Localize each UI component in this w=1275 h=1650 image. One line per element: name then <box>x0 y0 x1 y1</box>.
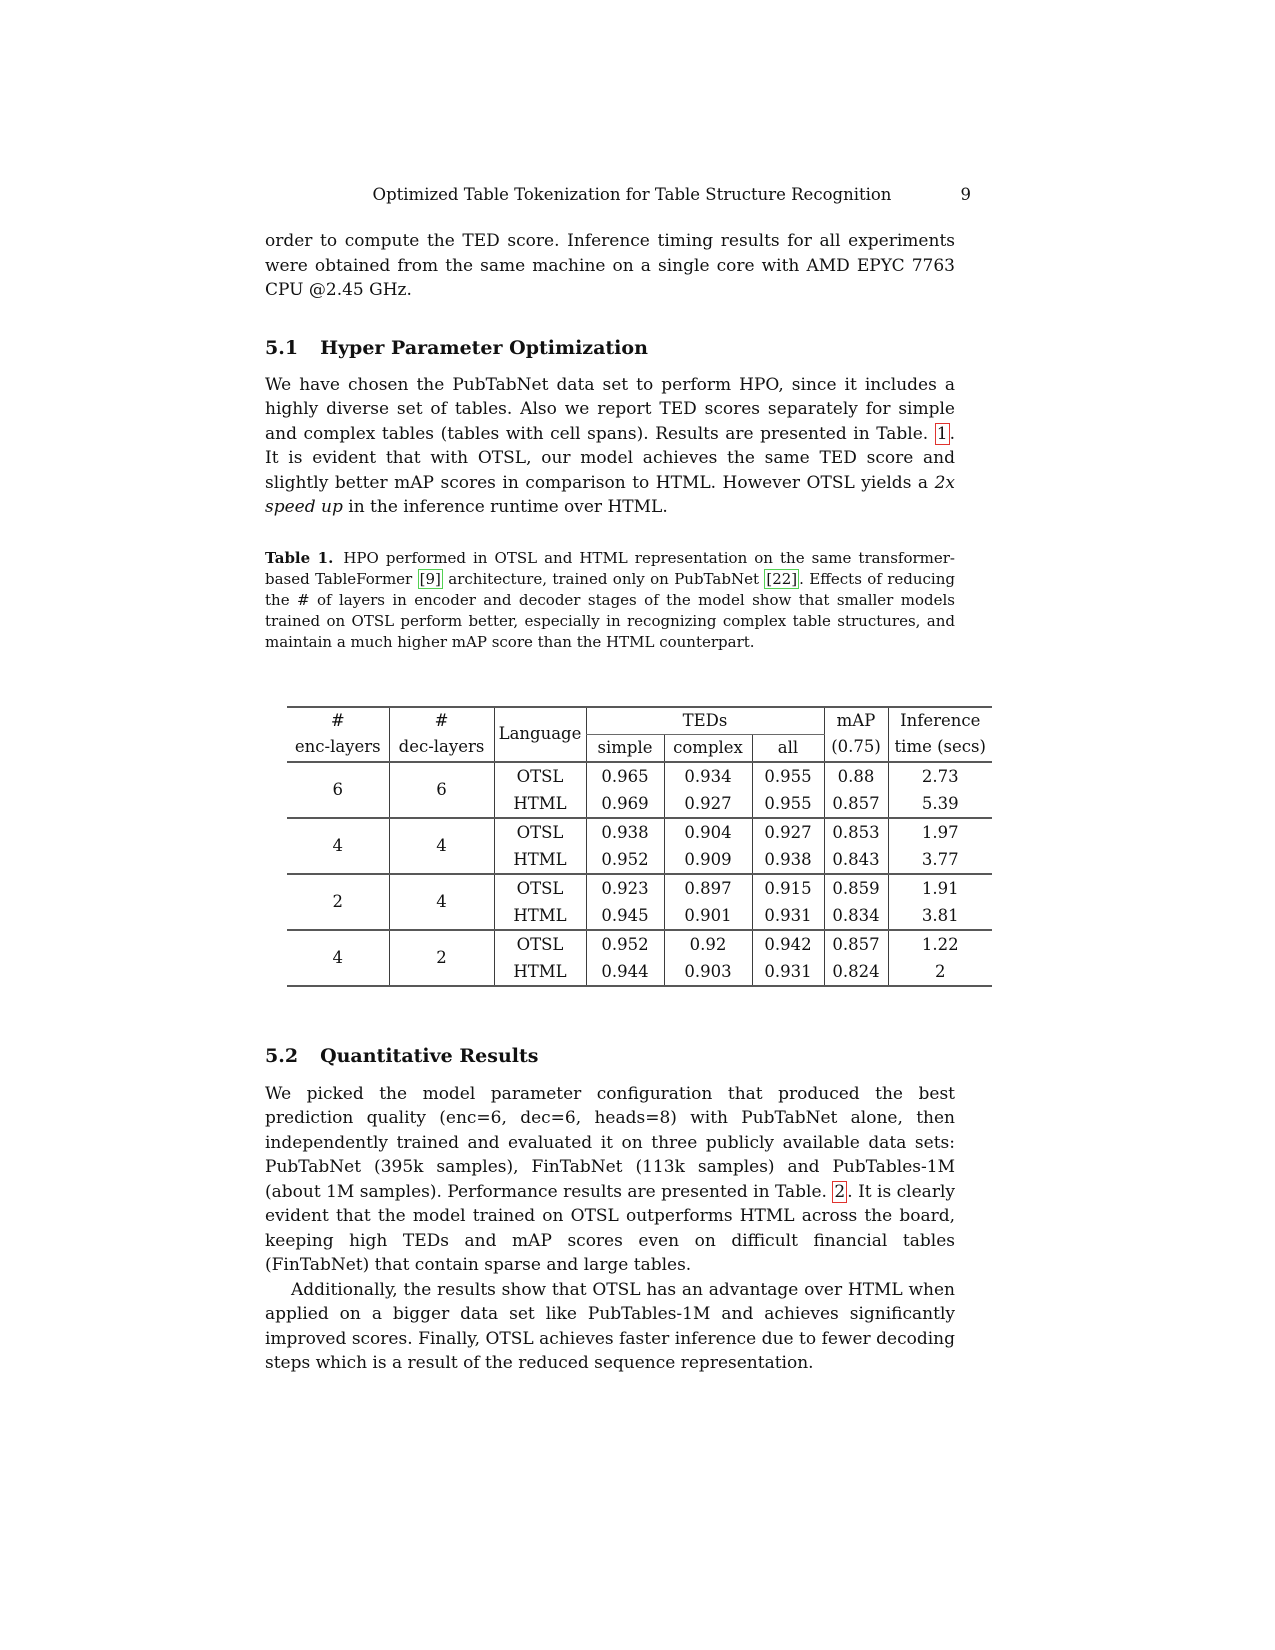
cell-all: 0.955 <box>752 762 824 790</box>
header-language: Language <box>494 707 586 762</box>
cell-language: HTML <box>494 958 586 986</box>
cell-time: 3.81 <box>888 902 992 930</box>
hash-symbol: # <box>434 711 449 730</box>
cell-all: 0.938 <box>752 846 824 874</box>
results-table-header <box>287 707 992 762</box>
cell-complex: 0.897 <box>664 874 752 902</box>
table-2-reference-link[interactable]: 2 <box>834 1181 846 1202</box>
cell-enc: 6 <box>287 762 389 818</box>
citation-9-link[interactable]: [9] <box>419 569 441 588</box>
cell-complex: 0.92 <box>664 930 752 958</box>
section-5-2-heading <box>265 1045 955 1069</box>
cell-time: 1.22 <box>888 930 992 958</box>
caption-segment: . Effects of reducing the # of layers in encoder and decoder stages of the model show that smaller models trained on OTSL perform better, especially in recognizing complex table structures, and maintain a much higher mAP score than the HTML counterpart. <box>265 569 955 651</box>
section-5-1-heading <box>265 337 955 361</box>
cell-time: 2.73 <box>888 762 992 790</box>
paragraph-segment: We picked the model parameter configuration that produced the best prediction quality (enc=6, dec=6, heads=8) with PubTabNet alone, then independently trained and evaluated it on three publicly available data sets: PubTabNet (395k samples), FinTabNet (113k samples) and PubTables-1M (about 1M samples). Performance results are presented in Table. <box>265 1083 955 1202</box>
header-teds-complex: complex <box>664 734 752 762</box>
cell-map: 0.859 <box>824 874 888 902</box>
page-number: 9 <box>960 185 971 204</box>
cell-complex: 0.903 <box>664 958 752 986</box>
running-head-title: Optimized Table Tokenization for Table Structure Recognition <box>372 185 892 204</box>
header-teds-all: all <box>752 734 824 762</box>
cell-simple: 0.944 <box>586 958 664 986</box>
cell-dec: 4 <box>389 874 494 930</box>
cell-map: 0.857 <box>824 930 888 958</box>
paragraph-segment: . It is clearly evident that the model trained on OTSL outperforms HTML across the board, keeping high TEDs and mAP scores even on difficult financial tables (FinTabNet) that contain sparse and large tables. <box>265 1181 955 1275</box>
cell-time: 3.77 <box>888 846 992 874</box>
intro-paragraph <box>265 229 955 303</box>
header-inference-time: Inference time (secs) <box>888 707 992 762</box>
cell-simple: 0.938 <box>586 818 664 846</box>
running-head <box>265 185 971 207</box>
cell-simple: 0.945 <box>586 902 664 930</box>
cell-simple: 0.952 <box>586 930 664 958</box>
cell-complex: 0.901 <box>664 902 752 930</box>
cell-all: 0.927 <box>752 818 824 846</box>
header-teds: TEDs <box>586 707 824 735</box>
cell-enc: 4 <box>287 818 389 874</box>
cell-all: 0.955 <box>752 790 824 818</box>
cell-map: 0.88 <box>824 762 888 790</box>
results-table <box>287 706 992 987</box>
section-5-2-paragraph-2 <box>265 1278 955 1376</box>
header-teds-simple: simple <box>586 734 664 762</box>
cell-map: 0.857 <box>824 790 888 818</box>
cell-map: 0.824 <box>824 958 888 986</box>
page-content <box>265 185 986 1376</box>
cell-complex: 0.927 <box>664 790 752 818</box>
paragraph-segment: in the inference runtime over HTML. <box>342 497 668 517</box>
cell-dec: 6 <box>389 762 494 818</box>
section-5-2-title: Quantitative Results <box>320 1044 539 1067</box>
section-5-2-paragraph-1 <box>265 1082 955 1278</box>
hash-symbol: # <box>330 711 345 730</box>
header-map: mAP (0.75) <box>824 707 888 762</box>
header-enc-layers: # enc-layers <box>287 707 389 762</box>
cell-simple: 0.965 <box>586 762 664 790</box>
section-5-2-number: 5.2 <box>265 1044 299 1067</box>
table-row <box>287 874 992 902</box>
section-5-1-title: Hyper Parameter Optimization <box>320 336 648 359</box>
cell-dec: 4 <box>389 818 494 874</box>
cell-language: HTML <box>494 790 586 818</box>
cell-map: 0.834 <box>824 902 888 930</box>
cell-time: 5.39 <box>888 790 992 818</box>
paragraph-segment: . It is evident that with OTSL, our model achieves the same TED score and slightly better mAP scores in comparison to HTML. However OTSL yields a <box>265 423 955 493</box>
cell-language: HTML <box>494 902 586 930</box>
table-1-caption-label: Table 1. <box>265 548 334 567</box>
cell-language: OTSL <box>494 874 586 902</box>
cell-complex: 0.909 <box>664 846 752 874</box>
cell-all: 0.942 <box>752 930 824 958</box>
cell-complex: 0.934 <box>664 762 752 790</box>
cell-map: 0.853 <box>824 818 888 846</box>
caption-segment: architecture, trained only on PubTabNet <box>442 569 765 588</box>
cell-language: OTSL <box>494 818 586 846</box>
cell-simple: 0.952 <box>586 846 664 874</box>
cell-all: 0.915 <box>752 874 824 902</box>
citation-22-link[interactable]: [22] <box>766 569 798 588</box>
table-1-reference-link[interactable]: 1 <box>936 423 948 444</box>
table-row <box>287 762 992 790</box>
section-5-1-number: 5.1 <box>265 336 299 359</box>
table-row <box>287 930 992 958</box>
cell-enc: 4 <box>287 930 389 986</box>
cell-all: 0.931 <box>752 902 824 930</box>
cell-map: 0.843 <box>824 846 888 874</box>
cell-enc: 2 <box>287 874 389 930</box>
cell-all: 0.931 <box>752 958 824 986</box>
cell-simple: 0.923 <box>586 874 664 902</box>
header-dec-layers: # dec-layers <box>389 707 494 762</box>
section-5-1-paragraph <box>265 373 955 520</box>
cell-dec: 2 <box>389 930 494 986</box>
paragraph-segment: Additionally, the results show that OTSL has an advantage over HTML when applied on a bigger data set like PubTables-1M and achieves significantly improved scores. Finally, OTSL achieves faster inference due to fewer decoding steps which is a result of the reduced sequence representation. <box>265 1279 955 1373</box>
emphasized-text: 2x speed up <box>265 472 955 517</box>
paragraph-segment: We have chosen the PubTabNet data set to perform HPO, since it includes a highly diverse set of tables. Also we report TED scores separately for simple and complex tables (tables with cell spans). Results are presented in Table. <box>265 374 955 444</box>
table-row <box>287 818 992 846</box>
cell-simple: 0.969 <box>586 790 664 818</box>
cell-language: OTSL <box>494 930 586 958</box>
intro-paragraph-text: order to compute the TED score. Inference timing results for all experiments were obtained from the same machine on a single core with AMD EPYC 7763 CPU @2.45 GHz. <box>265 231 955 300</box>
cell-language: HTML <box>494 846 586 874</box>
cell-time: 1.97 <box>888 818 992 846</box>
cell-time: 2 <box>888 958 992 986</box>
cell-language: OTSL <box>494 762 586 790</box>
cell-complex: 0.904 <box>664 818 752 846</box>
cell-time: 1.91 <box>888 874 992 902</box>
table-1-caption <box>265 548 955 653</box>
caption-segment: HPO performed in OTSL and HTML representation on the same transformer-based TableFormer <box>265 548 956 588</box>
